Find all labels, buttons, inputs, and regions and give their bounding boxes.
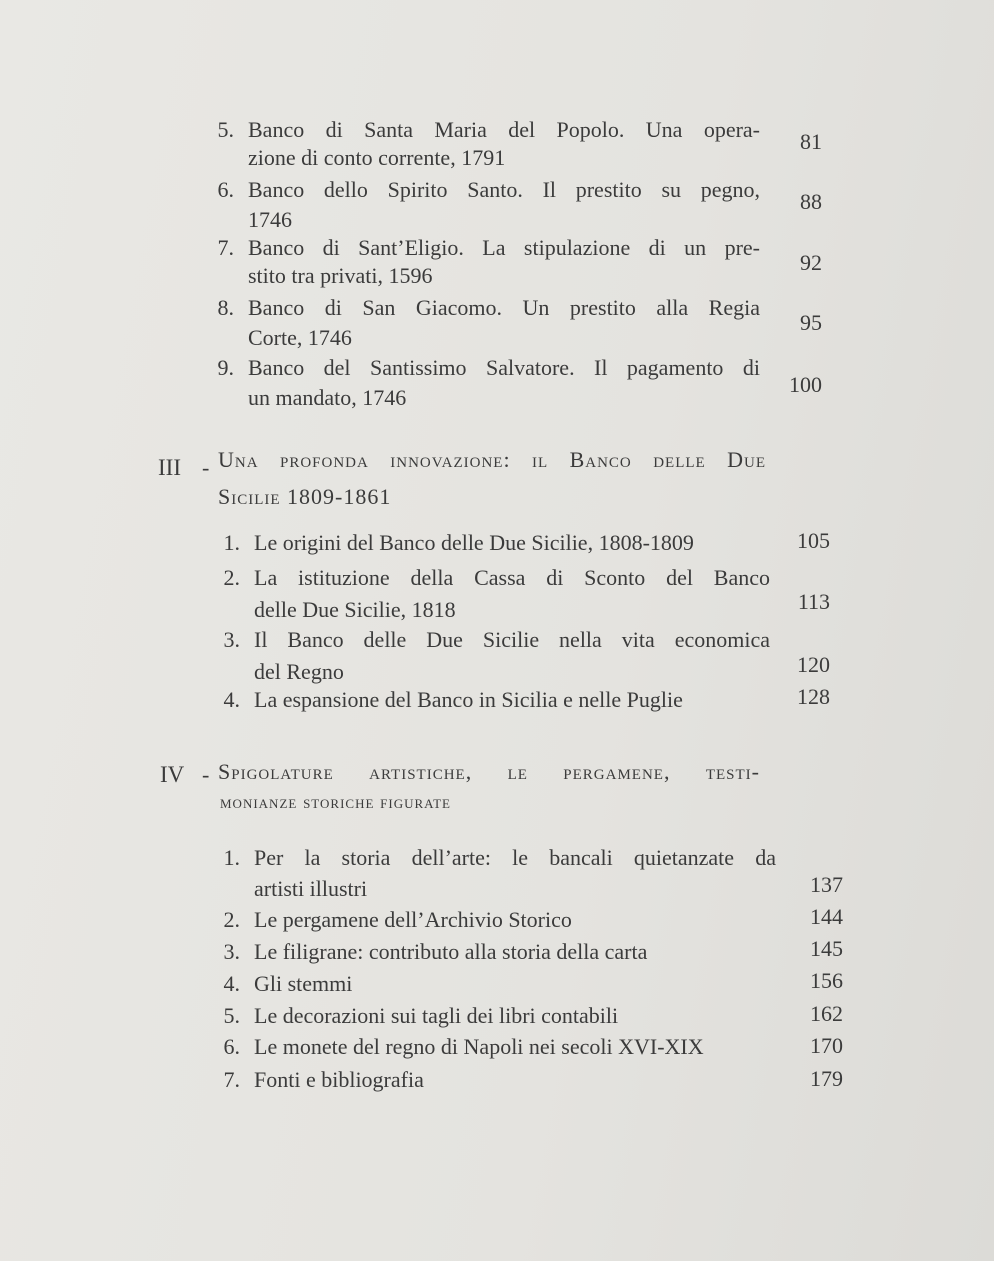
item-number: 5. <box>217 117 234 142</box>
item-title-line: Le pergamene dell’Archivio Storico <box>254 907 572 932</box>
item-title-line: Banco di Sant’Eligio. La stipulazione di un pre- <box>248 235 760 260</box>
page-number: 100 <box>789 372 822 397</box>
item-title-line: Banco dello Spirito Santo. Il prestito su pegno, <box>248 177 760 202</box>
item-title-line: Le decorazioni sui tagli dei libri contabili <box>254 1003 619 1028</box>
item-title-line: Le monete del regno di Napoli nei secoli XVI-XIX <box>254 1034 704 1059</box>
item-title-line: un mandato, 1746 <box>248 385 407 410</box>
item-number: 1. <box>223 530 240 555</box>
item-title-line: Fonti e bibliografia <box>254 1067 424 1092</box>
item-title-line: Banco di Santa Maria del Popolo. Una opera- <box>248 117 760 142</box>
item-title-line: Corte, 1746 <box>248 325 352 350</box>
page-number: 120 <box>797 652 830 677</box>
item-title-line: Banco del Santissimo Salvatore. Il pagamento di <box>248 355 760 380</box>
page-number: 156 <box>810 968 843 993</box>
item-number: 3. <box>223 627 240 652</box>
item-number: 7. <box>217 235 234 260</box>
section-title: Spigolature artistiche, le pergamene, testi- <box>218 759 760 784</box>
item-number: 6. <box>223 1034 240 1059</box>
item-title-line: Banco di San Giacomo. Un prestito alla Regia <box>248 295 760 320</box>
page-number: 95 <box>800 310 822 335</box>
item-title-line: Gli stemmi <box>254 971 353 996</box>
item-number: 7. <box>223 1067 240 1092</box>
section-dash: - <box>202 455 210 480</box>
page-number: 128 <box>797 684 830 709</box>
item-title-line: Il Banco delle Due Sicilie nella vita economica <box>254 627 770 652</box>
page-number: 88 <box>800 189 822 214</box>
page-number: 162 <box>810 1001 843 1026</box>
item-number: 8. <box>217 295 234 320</box>
item-number: 3. <box>223 939 240 964</box>
page-number: 144 <box>810 904 843 929</box>
item-title-line: 1746 <box>248 207 292 232</box>
item-title-line: zione di conto corrente, 1791 <box>248 145 506 170</box>
page-number: 105 <box>797 528 830 553</box>
item-title-line: del Regno <box>254 659 344 684</box>
item-title-line: artisti illustri <box>254 876 368 901</box>
section-roman-numeral: III <box>158 455 181 480</box>
item-number: 5. <box>223 1003 240 1028</box>
page-number: 179 <box>810 1066 843 1091</box>
item-number: 1. <box>223 845 240 870</box>
page-number: 170 <box>810 1033 843 1058</box>
item-title-line: stito tra privati, 1596 <box>248 263 433 288</box>
item-title-line: La istituzione della Cassa di Sconto del Banco <box>254 565 770 590</box>
page-number: 81 <box>800 129 822 154</box>
page-number: 92 <box>800 250 822 275</box>
item-title-line: Le origini del Banco delle Due Sicilie, 1808-1809 <box>254 530 694 555</box>
section-title: monianze storiche figurate <box>220 792 451 813</box>
item-title-line: La espansione del Banco in Sicilia e nelle Puglie <box>254 687 683 712</box>
item-title-line: Le filigrane: contributo alla storia della carta <box>254 939 648 964</box>
page-number: 113 <box>797 589 830 614</box>
item-title-line: Per la storia dell’arte: le bancali quietanzate da <box>254 845 776 870</box>
item-number: 4. <box>223 971 240 996</box>
page-number: 137 <box>810 872 843 897</box>
item-number: 6. <box>217 177 234 202</box>
page-number: 145 <box>810 936 843 961</box>
item-number: 2. <box>223 565 240 590</box>
item-number: 2. <box>223 907 240 932</box>
item-title-line: delle Due Sicilie, 1818 <box>254 597 456 622</box>
item-number: 4. <box>223 687 240 712</box>
section-dash: - <box>202 762 210 787</box>
section-title: Sicilie 1809-1861 <box>218 484 392 509</box>
section-title: Una profonda innovazione: il Banco delle Due <box>218 447 766 472</box>
section-roman-numeral: IV <box>160 762 185 787</box>
item-number: 9. <box>217 355 234 380</box>
